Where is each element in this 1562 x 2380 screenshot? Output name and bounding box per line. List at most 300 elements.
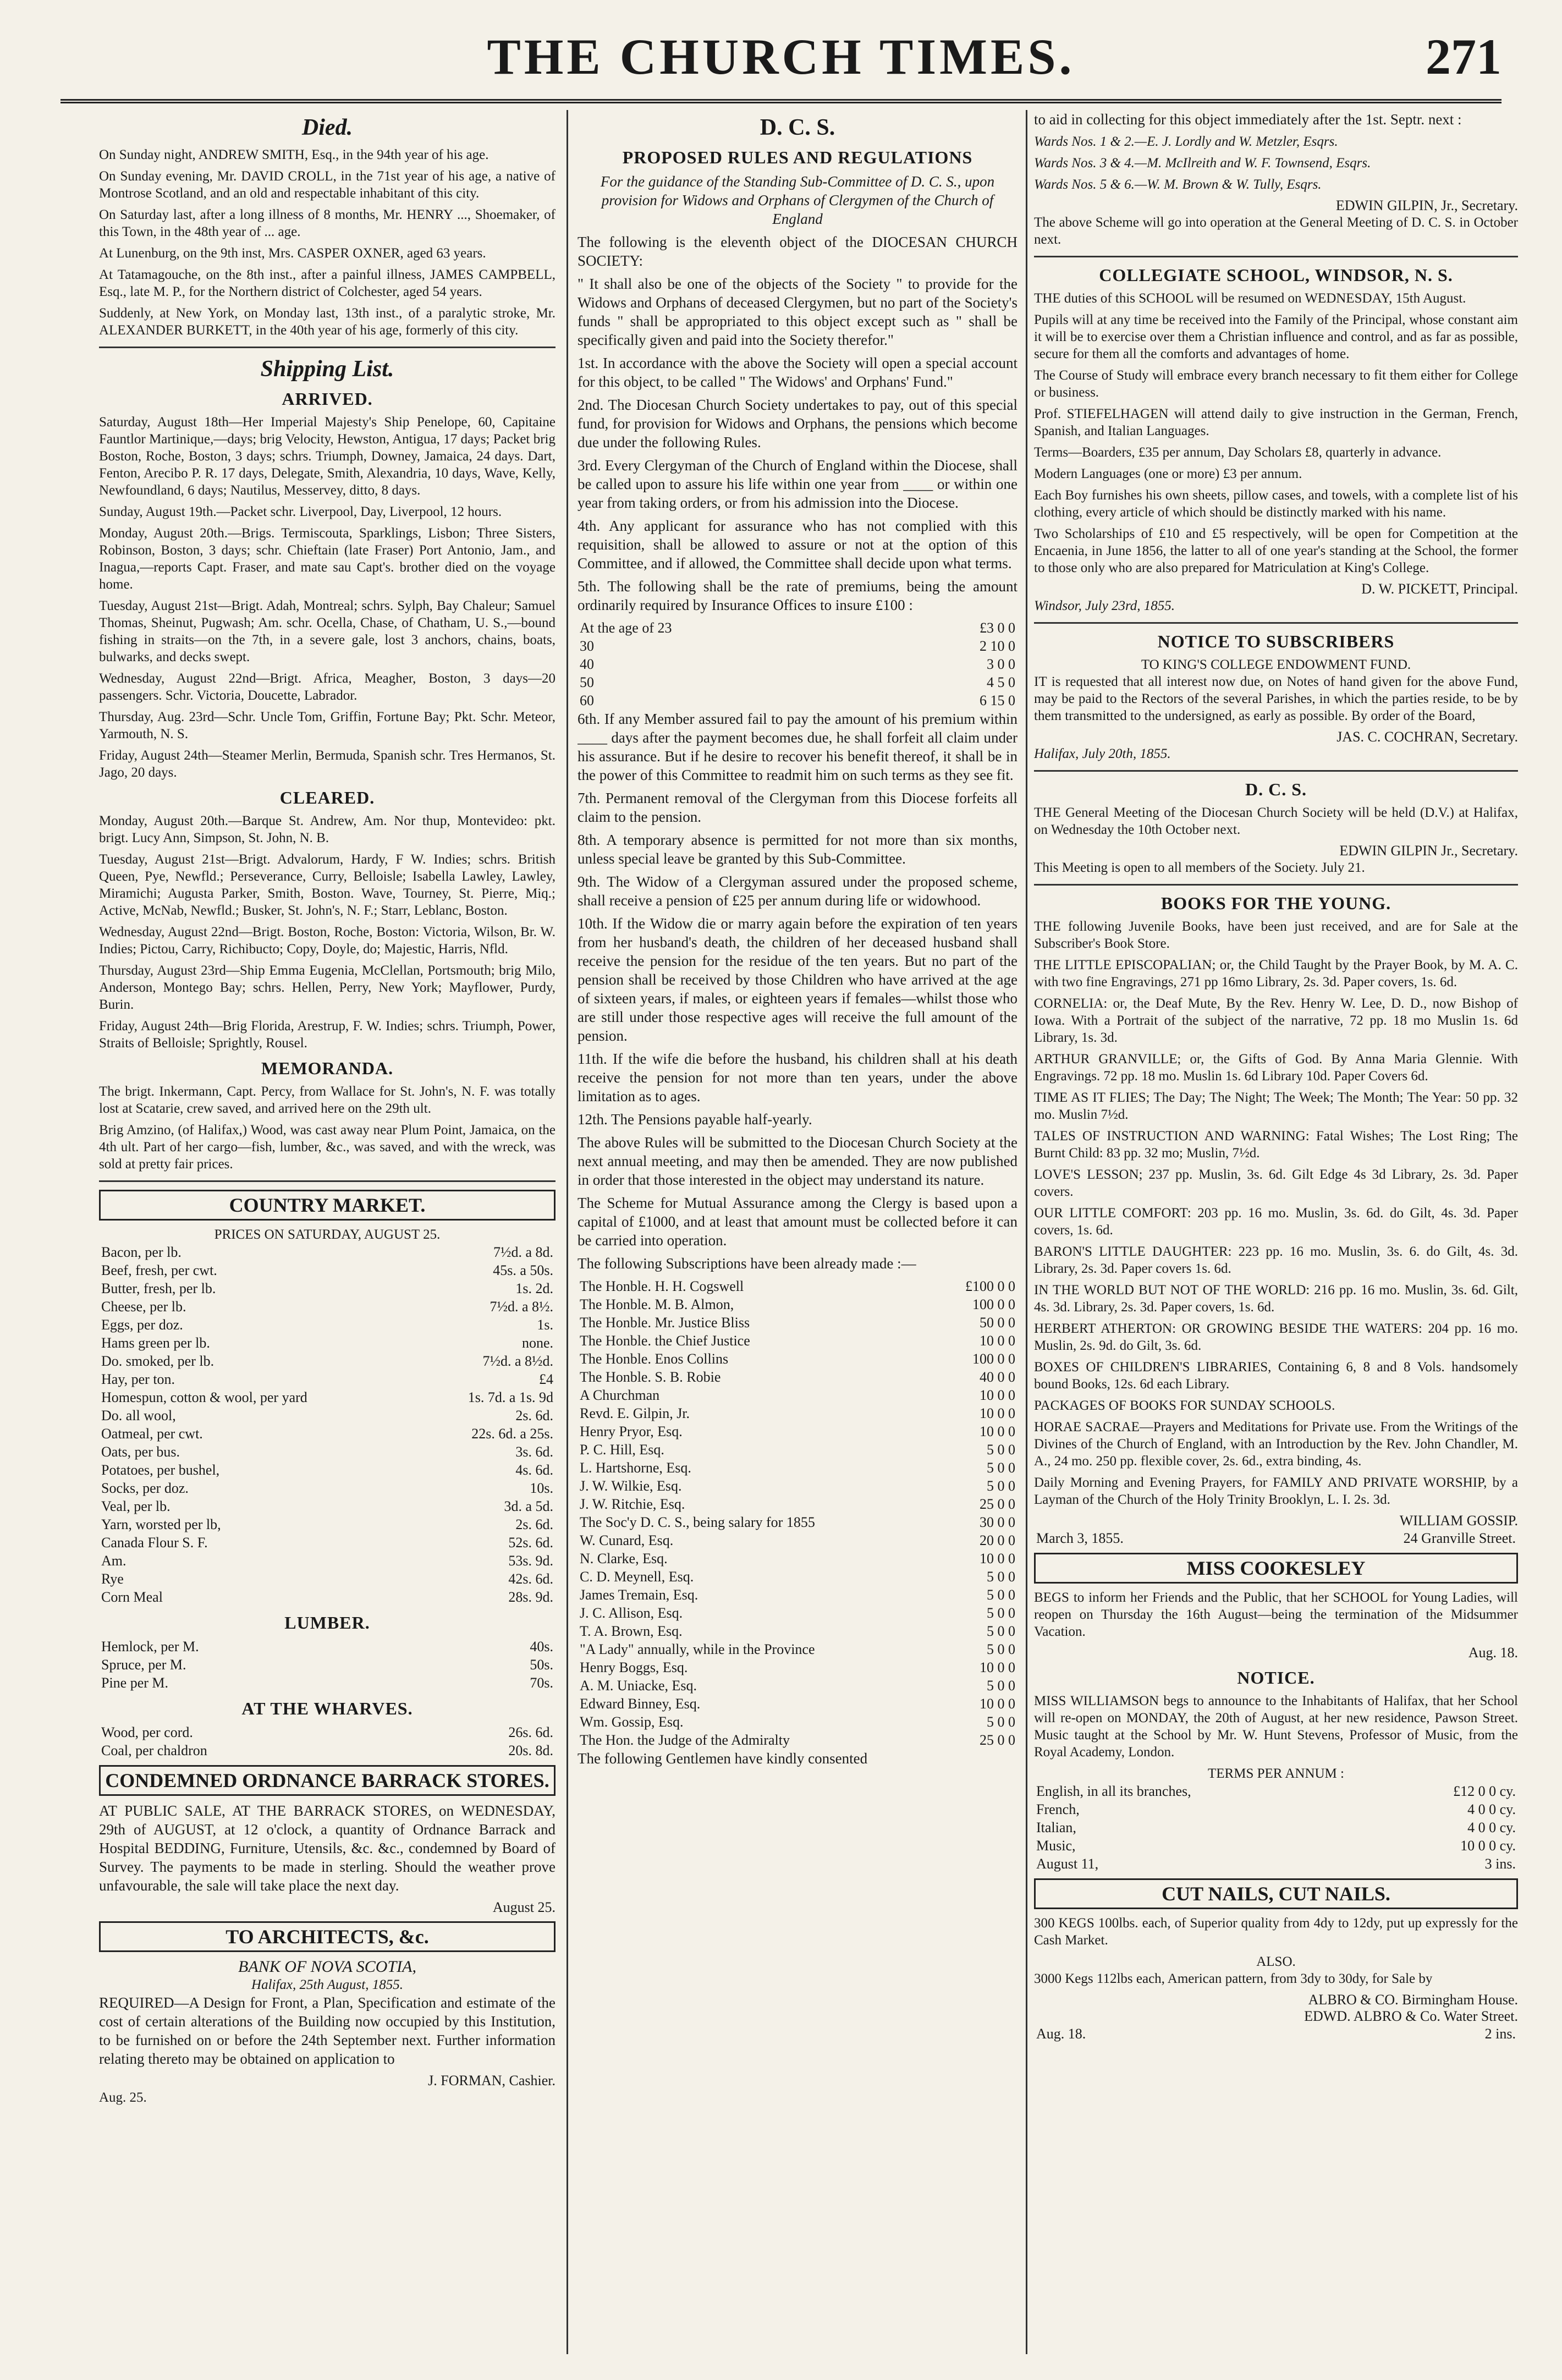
table-label-cell: Revd. E. Gilpin, Jr.	[580, 1405, 690, 1421]
divider	[99, 1180, 556, 1182]
wards-signature: EDWIN GILPIN, Jr., Secretary.	[1335, 197, 1518, 213]
paragraph: 4th. Any applicant for assurance who has not complied with this requisition, shall be allowed to assure or not at the option of this Committee, and if allowed, the Committee shall decide upon what terms.	[578, 518, 1018, 571]
nails-signature-1: ALBRO & CO. Birmingham House.	[1308, 1992, 1518, 2008]
table-value-cell: 1s. 7d. a 1s. 9d	[468, 1389, 553, 1405]
table-label-cell: Henry Boggs, Esq.	[580, 1659, 688, 1675]
table-row	[99, 1723, 556, 1741]
table-value-cell: 22s. 6d. a 25s.	[471, 1426, 553, 1442]
table-value-cell: 100 0 0	[972, 1296, 1015, 1312]
table-label-cell: 60	[580, 692, 594, 708]
table-row	[578, 1477, 1018, 1495]
table-row	[578, 1495, 1018, 1513]
table-value-cell: 5 0 0	[987, 1623, 1015, 1639]
table-value-cell: 1s. 2d.	[515, 1280, 553, 1296]
table-label-cell: J. W. Ritchie, Esq.	[580, 1496, 685, 1512]
table-row	[578, 619, 1018, 637]
table-row	[578, 1531, 1018, 1549]
table-value-cell: 4s. 6d.	[515, 1462, 553, 1478]
paragraph: Thursday, August 23rd—Ship Emma Eugenia, McClellan, Portsmouth; brig Milo, Anderson, Montego Bay; schrs. Hellen, Perry, New York; Mayflower, Purdy, Burin.	[99, 963, 556, 1012]
closing-line: The following Gentlemen have kindly consented	[578, 1750, 868, 1767]
table-value-cell: 5 0 0	[987, 1605, 1015, 1621]
table-label-cell: Hay, per ton.	[101, 1371, 175, 1387]
rules-paragraphs	[578, 233, 1018, 614]
table-row	[99, 1334, 556, 1352]
table-label-cell: The Honble. the Chief Justice	[580, 1333, 750, 1349]
table-row	[578, 1677, 1018, 1695]
paragraph: Wards Nos. 5 & 6.—W. M. Brown & W. Tully, Esqrs.	[1034, 177, 1322, 192]
table-value-cell: 100 0 0	[972, 1351, 1015, 1367]
paragraph: Prof. STIEFELHAGEN will attend daily to give instruction in the German, French, Spanish, and Italian Languages.	[1034, 406, 1518, 438]
paragraph: 12th. The Pensions payable half-yearly.	[578, 1111, 812, 1128]
table-value-cell: £100 0 0	[965, 1278, 1015, 1294]
paragraph: The Scheme for Mutual Assurance among the Clergy is based upon a capital of £1000, and at least that amount must be collected before it can be carried into operation.	[578, 1195, 1018, 1249]
table-row	[99, 1461, 556, 1479]
paragraph: Saturday, August 18th—Her Imperial Majesty's Ship Penelope, 60, Capitaine Fauntlor Martinique,—days; brig Velocity, Hewston, Antigua, 17 days; Packet brig Boston, Roche, Boston, 3 days; schrs. Triumph, Downey, Jamaica, 24 days. Dart, Fenton, Arecibo P. R. 17 days, Delegate, Smith, Alexandria, 10 days, Wave, Kelly, Newfoundland, 6 days; Nautilus, Messervey, ditto, 8 days.	[99, 415, 556, 498]
table-row	[99, 1388, 556, 1406]
college-text	[1034, 290, 1518, 576]
table-value-cell: £12 0 0 cy.	[1453, 1783, 1516, 1799]
table-label-cell: Bacon, per lb.	[101, 1244, 182, 1260]
paragraph: Each Boy furnishes his own sheets, pillow cases, and towels, with a complete list of his clothing, every article of which should be distinctly marked with his name.	[1034, 488, 1518, 520]
table-value-cell: 2 10 0	[980, 638, 1015, 654]
paragraph: 11th. If the wife die before the husband, his children shall at his death receive the pension for not more than ten years, under the above limitation as to ages.	[578, 1051, 1018, 1104]
table-value-cell: 10 0 0	[980, 1659, 1015, 1675]
table-label-cell: The Honble. H. H. Cogswell	[580, 1278, 744, 1294]
table-row	[578, 1695, 1018, 1713]
paragraph: 5th. The following shall be the rate of premiums, being the amount ordinarily required by Insurance Offices to insure £100 :	[578, 578, 1018, 613]
table-label-cell: Socks, per doz.	[101, 1480, 189, 1496]
newspaper-title: THE CHURCH TIMES.	[487, 29, 1075, 85]
paragraph: ARTHUR GRANVILLE; or, the Gifts of God. By Anna Maria Glennie. With Engravings. 72 pp. 18 mo. Muslin 1s. 6d Library 10d. Paper Covers 6d.	[1034, 1052, 1518, 1084]
college-date: Windsor, July 23rd, 1855.	[1034, 598, 1175, 613]
table-row	[578, 1731, 1018, 1749]
paragraph: Suddenly, at New York, on Monday last, 13th inst., of a paralytic stroke, Mr. ALEXANDER BURKETT, in the 40th year of his age, formerly of this city.	[99, 306, 556, 338]
paragraph: Thursday, Aug. 23rd—Schr. Uncle Tom, Griffin, Fortune Bay; Pkt. Schr. Meteor, Yarmouth, N. S.	[99, 710, 556, 741]
table-value-cell: 6 15 0	[980, 692, 1015, 708]
table-row	[99, 1243, 556, 1261]
table-row	[578, 1295, 1018, 1313]
rules-paragraphs-2	[578, 710, 1018, 1273]
paragraph: Wards Nos. 1 & 2.—E. J. Lordly and W. Metzler, Esqrs.	[1034, 134, 1338, 149]
paragraph: Tuesday, August 21st—Brigt. Advalorum, Hardy, F W. Indies; schrs. British Queen, Pye, Newfld.; Perseverance, Curry, Belloisle; Isabella Lawley, Lawley, Miramichi; Augusta Parker, Smith, Boston. Wave, Tourney, St. Pierre, Miq.; Active, McNab, Newfld.; Busker, St. John's, N. F.; Starr, Leblanc, Boston.	[99, 852, 556, 918]
nails-text: 300 KEGS 100lbs. each, of Superior quality from 4dy to 12dy, put up expressly for the Cash Market.	[1034, 1916, 1518, 1948]
paragraph: THE LITTLE EPISCOPALIAN; or, the Child Taught by the Prayer Book, by M. A. C. with two fine Engravings, 271 pp 16mo Library, 2s. 3d. Paper covers, 1s. 6d.	[1034, 958, 1518, 990]
table-row	[578, 1386, 1018, 1404]
paragraph: BOXES OF CHILDREN'S LIBRARIES, Containing 6, 8 and 8 Vols. handsomely bound Books, 12s. 6d each Library.	[1034, 1360, 1518, 1392]
paragraph: On Sunday night, ANDREW SMITH, Esq., in the 94th year of his age.	[99, 147, 489, 162]
paragraph: The following is the eleventh object of the DIOCESAN CHURCH SOCIETY:	[578, 234, 1018, 269]
table-label-cell: The Soc'y D. C. S., being salary for 1855	[580, 1514, 815, 1530]
table-value-cell: 40 0 0	[980, 1369, 1015, 1385]
table-value-cell: 2s. 6d.	[515, 1408, 553, 1423]
market-heading: COUNTRY MARKET.	[99, 1190, 556, 1221]
table-row	[1034, 1800, 1518, 1818]
table-row	[578, 1332, 1018, 1350]
wards-note: The above Scheme will go into operation at the General Meeting of D. C. S. in October next.	[1034, 215, 1518, 247]
table-row	[578, 1422, 1018, 1441]
books-signature: WILLIAM GOSSIP.	[1399, 1513, 1518, 1529]
paragraph: Friday, August 24th—Brig Florida, Arestrup, F. W. Indies; schrs. Triumph, Power, Straits of Belloisle; Sprightly, Rousel.	[99, 1019, 556, 1051]
table-row	[99, 1370, 556, 1388]
table-label-cell: Oats, per bus.	[101, 1444, 180, 1460]
paragraph: Wards Nos. 3 & 4.—M. McIlreith and W. F. Townsend, Esqrs.	[1034, 156, 1371, 171]
nails-heading: CUT NAILS, CUT NAILS.	[1034, 1878, 1518, 1909]
table-label-cell: Potatoes, per bushel,	[101, 1462, 220, 1478]
table-label-cell: Hemlock, per M.	[101, 1639, 199, 1655]
dcs-heading: D. C. S.	[760, 115, 835, 140]
table-label-cell: Oatmeal, per cwt.	[101, 1426, 203, 1442]
table-value-cell: 4 0 0 cy.	[1467, 1801, 1516, 1817]
williamson-terms	[1034, 1782, 1518, 1855]
divider	[1034, 622, 1518, 624]
table-label-cell: J. W. Wilkie, Esq.	[580, 1478, 682, 1494]
table-row	[578, 1586, 1018, 1604]
paragraph: Wednesday, August 22nd—Brigt. Boston, Roche, Boston: Victoria, Wilson, Br. W. Indies; Pictou, Carry, Richibucto; Copy, Doyle, do; Majestic, Harris, Nfld.	[99, 925, 556, 957]
table-value-cell: 1s.	[537, 1317, 553, 1333]
books-address: 24 Granville Street.	[1403, 1530, 1516, 1546]
paragraph: Wednesday, August 22nd—Brigt. Africa, Meagher, Boston, 3 days—20 passengers. Schr. Victoria, Doucette, Labrador.	[99, 671, 556, 703]
paragraph: " It shall also be one of the objects of the Society " to provide for the Widows and Orphans of deceased Clergymen, but no part of the Society's funds " shall be appropriated to this object except such as " shall be specifically given and paid into the Society therefor."	[578, 276, 1018, 348]
table-label-cell: P. C. Hill, Esq.	[580, 1442, 664, 1458]
college-signature: D. W. PICKETT, Principal.	[1361, 581, 1518, 597]
ordnance-date: August 25.	[492, 1899, 556, 1915]
collectors-intro: to aid in collecting for this object immediately after the 1st. Septr. next :	[1034, 111, 1462, 128]
table-value-cell: 10 0 0	[980, 1423, 1015, 1439]
table-value-cell: 10 0 0	[980, 1551, 1015, 1566]
table-label-cell: Corn Meal	[101, 1589, 163, 1605]
paragraph: Monday, August 20th.—Barque St. Andrew, Am. Nor thup, Montevideo: pkt. brigt. Lucy Ann, Simpson, St. John, N. B.	[99, 814, 556, 845]
table-value-cell: 5 0 0	[987, 1587, 1015, 1603]
market-table	[99, 1243, 556, 1606]
paragraph: HERBERT ATHERTON: OR GROWING BESIDE THE WATERS: 204 pp. 16 mo. Muslin, 2s. 9d. do Gilt, 3s. 6d.	[1034, 1321, 1518, 1353]
table-value-cell: none.	[521, 1335, 553, 1351]
paragraph: TALES OF INSTRUCTION AND WARNING: Fatal Wishes; The Lost Ring; The Burnt Child: 83 pp. 32 mo; Muslin, 7½d.	[1034, 1129, 1518, 1161]
column-2	[578, 110, 1018, 2365]
divider	[1034, 256, 1518, 257]
paragraph: PACKAGES OF BOOKS FOR SUNDAY SCHOOLS.	[1034, 1398, 1335, 1413]
table-label-cell: Am.	[101, 1553, 127, 1569]
paragraph: Two Scholarships of £10 and £5 respectively, will be open for Competition at the Encaenia, in June 1856, the latter to all of one year's standing at the School, the former to those only who are also prepared for Matriculation at King's College.	[1034, 526, 1518, 575]
table-label-cell: The Honble. Enos Collins	[580, 1351, 729, 1367]
paragraph: 3rd. Every Clergyman of the Church of England within the Diocese, shall be called upon to assure his life within one year from ____ or within one year from taking orders, or from his admission into the Diocese.	[578, 457, 1018, 511]
table-row	[578, 1350, 1018, 1368]
notice-subheading: TO KING'S COLLEGE ENDOWMENT FUND.	[1141, 657, 1411, 672]
table-row	[1034, 1837, 1518, 1855]
table-label-cell: W. Cunard, Esq.	[580, 1532, 674, 1548]
paragraph: 8th. A temporary absence is permitted for not more than six months, unless special leave be granted by this Sub-Committee.	[578, 832, 1018, 867]
dcs-meeting-heading: D. C. S.	[1245, 779, 1307, 799]
table-label-cell: Yarn, worsted per lb,	[101, 1516, 221, 1532]
table-row	[578, 1368, 1018, 1386]
table-row	[99, 1279, 556, 1298]
table-row	[578, 1404, 1018, 1422]
table-value-cell: 3 0 0	[987, 656, 1015, 672]
table-label-cell: N. Clarke, Esq.	[580, 1551, 668, 1566]
williamson-terms-heading: TERMS PER ANNUM :	[1208, 1766, 1344, 1781]
paragraph: BARON'S LITTLE DAUGHTER: 223 pp. 16 mo. Muslin, 3s. 6. do Gilt, 4s. 3d. Library, 2s. 3d. Paper covers 1s. 6d.	[1034, 1244, 1518, 1276]
paragraph: The above Rules will be submitted to the Diocesan Church Society at the next annual meeting, and may then be amended. They are now published in order that those interested in the object may understand its nature.	[578, 1134, 1018, 1188]
table-label-cell: 50	[580, 674, 594, 690]
williamson-date: August 11,	[1036, 1856, 1099, 1872]
lumber-heading: LUMBER.	[284, 1613, 370, 1633]
paragraph: Sunday, August 19th.—Packet schr. Liverpool, Day, Liverpool, 12 hours.	[99, 504, 502, 519]
dcs-meeting-signature: EDWIN GILPIN Jr., Secretary.	[1339, 843, 1518, 859]
table-value-cell: 3s. 6d.	[515, 1444, 553, 1460]
table-label-cell: The Honble. M. B. Almon,	[580, 1296, 734, 1312]
wharves-heading: AT THE WHARVES.	[241, 1699, 413, 1718]
table-label-cell: Canada Flour S. F.	[101, 1535, 208, 1551]
table-value-cell: 53s. 9d.	[508, 1553, 553, 1569]
bank-date: Halifax, 25th August, 1855.	[251, 1977, 403, 1992]
table-value-cell: £4	[539, 1371, 553, 1387]
table-label-cell: L. Hartshorne, Esq.	[580, 1460, 691, 1476]
paragraph: The brigt. Inkermann, Capt. Percy, from Wallace for St. John's, N. F. was totally lost at Scatarie, crew saved, and arrived here on the 29th ult.	[99, 1084, 556, 1116]
notice-heading: NOTICE TO SUBSCRIBERS	[1157, 631, 1395, 651]
cookesley-date: Aug. 18.	[1468, 1645, 1518, 1661]
williamson-text: MISS WILLIAMSON begs to announce to the Inhabitants of Halifax, that her School will re-open on MONDAY, the 20th of August, at her new residence, Pawson Street. Music taught at the School by Mr. W. Hunt Stevens, Professor of Music, from the Royal Academy, London.	[1034, 1694, 1518, 1760]
paragraph: 6th. If any Member assured fail to pay the amount of his premium within ____ days after the payment becomes due, he shall forfeit all claim under his assurance. But if he desire to recover his benefit thereof, it shall be in the power of this Committee to readmit him on such terms as they see fit.	[578, 711, 1018, 783]
paragraph: The Course of Study will embrace every branch necessary to fit them either for College or business.	[1034, 368, 1518, 400]
table-label-cell: The Hon. the Judge of the Admiralty	[580, 1732, 790, 1748]
notice-text: IT is requested that all interest now due, on Notes of hand given for the above Fund, may be paid to the Rectors of the several Parishes, in which the parties reside, to be by them transmitted to the undersigned, as early as possible. By order of the Board,	[1034, 674, 1518, 723]
architects-heading: TO ARCHITECTS, &c.	[99, 1921, 556, 1952]
nails-signature-2: EDWD. ALBRO & Co. Water Street.	[1304, 2008, 1518, 2024]
rules-intro: For the guidance of the Standing Sub-Committee of D. C. S., upon provision for Widows and Orphans of Clergymen of the Church of England	[600, 173, 995, 227]
table-row	[578, 1658, 1018, 1677]
column-divider	[1026, 110, 1027, 2354]
market-subheading: PRICES ON SATURDAY, AUGUST 25.	[214, 1227, 441, 1242]
memoranda-list	[99, 1083, 556, 1173]
table-label-cell: Beef, fresh, per cwt.	[101, 1262, 217, 1278]
table-value-cell: 5 0 0	[987, 1569, 1015, 1585]
table-value-cell: 28s. 9d.	[508, 1589, 553, 1605]
nails-also: ALSO.	[1256, 1954, 1296, 1969]
table-value-cell: 5 0 0	[987, 1678, 1015, 1694]
table-label-cell: Veal, per lb.	[101, 1498, 170, 1514]
premium-table	[578, 619, 1018, 710]
page-number: 271	[1426, 29, 1502, 85]
table-row	[99, 1479, 556, 1497]
table-value-cell: 4 5 0	[987, 674, 1015, 690]
masthead-rule	[61, 99, 1502, 103]
table-row	[578, 1459, 1018, 1477]
subscriptions-table	[578, 1277, 1018, 1749]
paragraph: 10th. If the Widow die or marry again before the expiration of ten years from her husband's death, the children of her deceased husband shall receive the pension for the residue of the ten years. But no part of the pension shall be received by those Children who have arrived at the age of sixteen years, if males, or eighteen years if females—whilst those who are still under those respective ages will receive the full amount of the pension.	[578, 915, 1018, 1044]
notice-date: Halifax, July 20th, 1855.	[1034, 746, 1171, 761]
paragraph: Tuesday, August 21st—Brigt. Adah, Montreal; schrs. Sylph, Bay Chaleur; Samuel Thomas, Sheinut, Pugwash; Am. schr. Ocella, Chase, of Chatham, U. S.,—bound fishing in straits—on the 7th, in a severe gale, lost 3 anchors, chains, boats, bulwarks, and decks swept.	[99, 598, 556, 664]
williamson-duration: 3 ins.	[1484, 1856, 1516, 1872]
table-value-cell: 52s. 6d.	[508, 1535, 553, 1551]
paragraph: Brig Amzino, (of Halifax,) Wood, was cast away near Plum Point, Jamaica, on the 4th ult. Part of her cargo—fish, lumber, &c., was saved, and with the wreck, was sold at pretty fair prices.	[99, 1123, 556, 1172]
table-label-cell: The Honble. S. B. Robie	[580, 1369, 721, 1385]
table-row	[99, 1352, 556, 1370]
table-label-cell: At the age of 23	[580, 620, 672, 636]
table-label-cell: Spruce, per M.	[101, 1657, 186, 1673]
table-row	[578, 673, 1018, 691]
table-row	[99, 1425, 556, 1443]
notice-signature: JAS. C. COCHRAN, Secretary.	[1336, 729, 1518, 745]
paragraph: Daily Morning and Evening Prayers, for FAMILY AND PRIVATE WORSHIP, by a Layman of the Church of the Holy Trinity Brooklyn, L. I. 2s. 3d.	[1034, 1475, 1518, 1507]
table-value-cell: 50s.	[530, 1657, 553, 1673]
table-row	[99, 1552, 556, 1570]
table-label-cell: Henry Pryor, Esq.	[580, 1423, 683, 1439]
paragraph: OUR LITTLE COMFORT: 203 pp. 16 mo. Muslin, 3s. 6d. do Gilt, 4s. 3d. Paper covers, 1s. 6d.	[1034, 1206, 1518, 1238]
cookesley-text: BEGS to inform her Friends and the Public, that her SCHOOL for Young Ladies, will reopen on Thursday the 16th August—being the termination of the Midsummer Vacation.	[1034, 1590, 1518, 1639]
williamson-heading: NOTICE.	[1237, 1668, 1315, 1688]
paragraph: 7th. Permanent removal of the Clergyman from this Diocese forfeits all claim to the pension.	[578, 790, 1018, 825]
column-3	[1034, 110, 1518, 2365]
paragraph: Pupils will at any time be received into the Family of the Principal, whose constant aim it will be to exercise over them a Christian influence and control, and as far as possible, secure for them all the comforts and advantages of home.	[1034, 312, 1518, 361]
table-row	[578, 1622, 1018, 1640]
table-row	[578, 1604, 1018, 1622]
memoranda-heading: MEMORANDA.	[261, 1058, 394, 1078]
table-label-cell: T. A. Brown, Esq.	[580, 1623, 683, 1639]
died-heading: Died.	[301, 115, 353, 140]
paragraph: CORNELIA: or, the Deaf Mute, By the Rev. Henry W. Lee, D. D., now Bishop of Iowa. With a Portrait of the subject of the narrative, 72 pp. 18 mo Muslin 1s. 6d Library, 1s. 3d.	[1034, 996, 1518, 1045]
paragraph: 1st. In accordance with the above the Society will open a special account for this object, to be called " The Widows' and Orphans' Fund."	[578, 355, 1018, 390]
table-row	[578, 1549, 1018, 1568]
ordnance-text: AT PUBLIC SALE, AT THE BARRACK STORES, on WEDNESDAY, 29th of AUGUST, at 12 o'clock, a quantity of Ordnance Barrack and Hospital BEDDING, Furniture, Utensils, &c. &c., condemned by Board of Survey. The payments to be made in sterling. Should the weather prove unfavourable, the sale will take place the next day.	[99, 1802, 556, 1894]
table-row	[99, 1497, 556, 1515]
bank-heading: BANK OF NOVA SCOTIA,	[238, 1958, 416, 1976]
books-heading: BOOKS FOR THE YOUNG.	[1160, 893, 1392, 913]
table-row	[99, 1588, 556, 1606]
table-value-cell: 25 0 0	[980, 1496, 1015, 1512]
table-row	[99, 1533, 556, 1552]
table-row	[1034, 1818, 1518, 1837]
table-label-cell: Cheese, per lb.	[101, 1299, 186, 1315]
paragraph: Monday, August 20th.—Brigs. Termiscouta, Sparklings, Lisbon; Three Sisters, Robinson, Boston, 3 days; schr. Chieftain (late Fraser) Port Antonio, Jam., and Inagua,—reports Capt. Fraser, and mate sau Capt's. brother died on the voyage home.	[99, 526, 556, 592]
table-row	[99, 1443, 556, 1461]
table-value-cell: 42s. 6d.	[508, 1571, 553, 1587]
wharves-table	[99, 1723, 556, 1760]
table-value-cell: 2s. 6d.	[515, 1516, 553, 1532]
cleared-list	[99, 812, 556, 1052]
table-value-cell: 5 0 0	[987, 1641, 1015, 1657]
table-label-cell: J. C. Allison, Esq.	[580, 1605, 683, 1621]
table-value-cell: 70s.	[530, 1675, 553, 1691]
table-row	[99, 1406, 556, 1425]
masthead	[61, 28, 1502, 94]
table-label-cell: Coal, per chaldron	[101, 1743, 207, 1758]
table-value-cell: 4 0 0 cy.	[1467, 1820, 1516, 1835]
table-row	[578, 1640, 1018, 1658]
table-value-cell: 20 0 0	[980, 1532, 1015, 1548]
bank-text: REQUIRED—A Design for Front, a Plan, Specification and estimate of the cost of certain alterations of the Building now occupied by this Institution, to be furnished on or before the 24th September next. Further information relating thereto may be obtained on application to	[99, 1994, 556, 2067]
books-list	[1034, 957, 1518, 1508]
table-label-cell: Rye	[101, 1571, 124, 1587]
table-value-cell: 5 0 0	[987, 1442, 1015, 1458]
table-value-cell: 25 0 0	[980, 1732, 1015, 1748]
table-row	[99, 1656, 556, 1674]
table-value-cell: 7½d. a 8d.	[493, 1244, 553, 1260]
paragraph: Friday, August 24th—Steamer Merlin, Bermuda, Spanish schr. Tres Hermanos, St. Jago, 20 days.	[99, 748, 556, 780]
paragraph: IN THE WORLD BUT NOT OF THE WORLD: 216 pp. 16 mo. Muslin, 3s. 6d. Gilt, 4s. 3d. Library, 2s. 3d. Paper covers, 1s. 6d.	[1034, 1283, 1518, 1315]
column-divider	[566, 110, 568, 2354]
paragraph: HORAE SACRAE—Prayers and Meditations for Private use. From the Writings of the Divines of the Church of England, with an Introduction by the Rev. John Chandler, M. A., 24 mo. 250 pp. flexible cover, 2s. 6d., extra binding, 4s.	[1034, 1420, 1518, 1469]
table-label-cell: Edward Binney, Esq.	[580, 1696, 701, 1712]
table-value-cell: 10 0 0 cy.	[1460, 1838, 1516, 1854]
table-row	[99, 1570, 556, 1588]
divider	[99, 347, 556, 348]
table-value-cell: 26s. 6d.	[508, 1724, 553, 1740]
table-row	[578, 1513, 1018, 1531]
table-value-cell: 20s. 8d.	[508, 1743, 553, 1758]
college-heading: COLLEGIATE SCHOOL, WINDSOR, N. S.	[1099, 265, 1453, 285]
paragraph: At Lunenburg, on the 9th inst, Mrs. CASPER OXNER, aged 63 years.	[99, 246, 486, 261]
lumber-table	[99, 1637, 556, 1692]
divider	[1034, 770, 1518, 772]
table-label-cell: Butter, fresh, per lb.	[101, 1280, 216, 1296]
cleared-heading: CLEARED.	[279, 788, 375, 807]
paragraph: LOVE'S LESSON; 237 pp. Muslin, 3s. 6d. Gilt Edge 4s 3d Library, 2s. 3d. Paper covers.	[1034, 1167, 1518, 1199]
table-value-cell: 10 0 0	[980, 1696, 1015, 1712]
bank-signature: J. FORMAN, Cashier.	[428, 2073, 556, 2088]
paragraph: On Sunday evening, Mr. DAVID CROLL, in the 71st year of his age, a native of Montrose Scotland, and an old and respectable inhabitant of this city.	[99, 169, 556, 201]
dcs-meeting-note: This Meeting is open to all members of the Society. July 21.	[1034, 860, 1365, 875]
paragraph: At Tatamagouche, on the 8th inst., after a painful illness, JAMES CAMPBELL, Esq., late M. P., for the Northern district of Colchester, aged 54 years.	[99, 267, 556, 299]
table-row	[578, 1568, 1018, 1586]
shipping-heading: Shipping List.	[260, 356, 394, 382]
table-row	[99, 1637, 556, 1656]
table-row	[578, 1713, 1018, 1731]
table-label-cell: Do. smoked, per lb.	[101, 1353, 215, 1369]
table-value-cell: 45s. a 50s.	[493, 1262, 553, 1278]
table-label-cell: "A Lady" annually, while in the Province	[580, 1641, 815, 1657]
table-label-cell: 40	[580, 656, 594, 672]
table-label-cell: Hams green per lb.	[101, 1335, 210, 1351]
arrived-list	[99, 414, 556, 781]
table-label-cell: The Honble. Mr. Justice Bliss	[580, 1315, 750, 1331]
ordnance-heading: CONDEMNED ORDNANCE BARRACK STORES.	[99, 1765, 556, 1796]
rules-subheading: PROPOSED RULES AND REGULATIONS	[622, 147, 973, 167]
paragraph: The following Subscriptions have been already made :—	[578, 1255, 916, 1272]
table-value-cell: 5 0 0	[987, 1714, 1015, 1730]
paragraph: TIME AS IT FLIES; The Day; The Night; The Week; The Month; The Year: 50 pp. 32 mo. Muslin 7½d.	[1034, 1090, 1518, 1122]
table-label-cell: A. M. Uniacke, Esq.	[580, 1678, 697, 1694]
table-label-cell: Italian,	[1036, 1820, 1076, 1835]
table-row	[578, 637, 1018, 655]
table-value-cell: £3 0 0	[980, 620, 1015, 636]
table-value-cell: 30 0 0	[980, 1514, 1015, 1530]
books-intro: THE following Juvenile Books, have been just received, and are for Sale at the Subscriber's Book Store.	[1034, 919, 1518, 951]
paragraph: 9th. The Widow of a Clergyman assured under the proposed scheme, shall receive a pension of £25 per annum during life or widowhood.	[578, 873, 1018, 909]
nails-duration: 2 ins.	[1484, 2026, 1516, 2042]
dcs-meeting-text: THE General Meeting of the Diocesan Church Society will be held (D.V.) at Halifax, on Wednesday the 10th October next.	[1034, 805, 1518, 837]
table-label-cell: Pine per M.	[101, 1675, 169, 1691]
table-label-cell: A Churchman	[580, 1387, 660, 1403]
table-label-cell: Wm. Gossip, Esq.	[580, 1714, 684, 1730]
table-row	[99, 1741, 556, 1760]
table-value-cell: 7½d. a 8½d.	[482, 1353, 553, 1369]
table-label-cell: 30	[580, 638, 594, 654]
wards-list	[1034, 133, 1518, 193]
table-row	[99, 1298, 556, 1316]
bank-footer-date: Aug. 25.	[99, 2090, 147, 2105]
table-label-cell: Music,	[1036, 1838, 1076, 1854]
table-row	[99, 1261, 556, 1279]
table-value-cell: 10 0 0	[980, 1333, 1015, 1349]
table-row	[578, 1277, 1018, 1295]
table-label-cell: Eggs, per doz.	[101, 1317, 183, 1333]
paragraph: 2nd. The Diocesan Church Society undertakes to pay, out of this special fund, for provision for Widows and Orphans, the pensions which become due under the following Rules.	[578, 397, 1018, 450]
table-value-cell: 40s.	[530, 1639, 553, 1655]
paragraph: On Saturday last, after a long illness of 8 months, Mr. HENRY ..., Shoemaker, of this Town, in the 48th year of ... age.	[99, 207, 556, 239]
table-label-cell: Homespun, cotton & wool, per yard	[101, 1389, 307, 1405]
table-row	[578, 655, 1018, 673]
cookesley-heading: MISS COOKESLEY	[1034, 1553, 1518, 1584]
table-row	[99, 1316, 556, 1334]
